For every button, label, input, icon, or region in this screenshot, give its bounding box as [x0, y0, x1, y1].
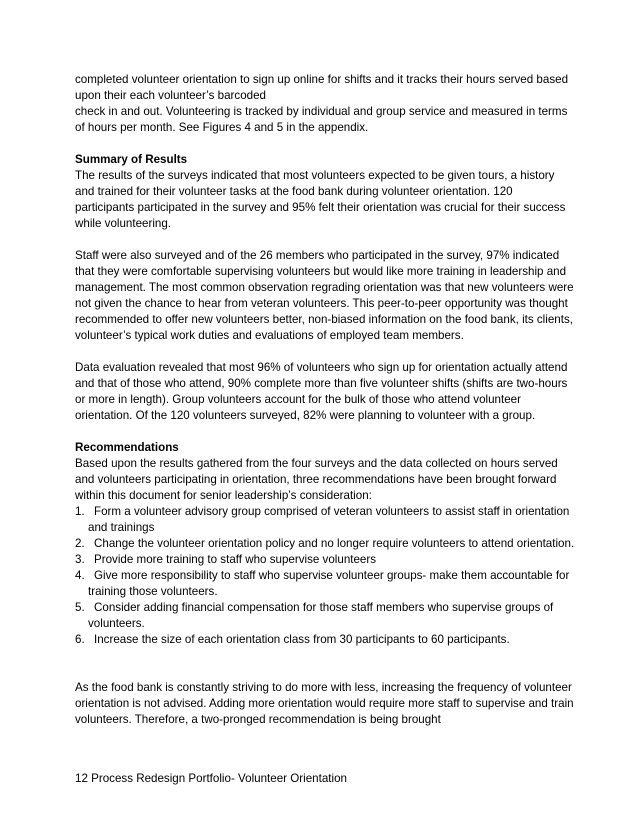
list-item-text: Form a volunteer advisory group comprised of veteran volunteers to assist staff in orientation and trainings: [88, 505, 570, 534]
recommendations-list: [75, 504, 575, 648]
list-item-text: Provide more training to staff who supervise volunteers: [94, 553, 377, 566]
summary-heading: Summary of Results: [75, 153, 188, 166]
intro-paragraph-2: check in and out. Volunteering is tracked by individual and group service and measured in terms of hours per month. See Figures 4 and 5 in the appendix.: [75, 105, 568, 134]
summary-paragraph-2: Staff were also surveyed and of the 26 members who participated in the survey, 97% indicated that they were comfortable supervising volunteers but would like more training in leadership and management. The most common observation regrading orientation was that new volunteers were not given the chance to hear from veteran volunteers. This peer-to-peer opportunity was thought recommended to offer new volunteers better, non-biased information on the food bank, its clients, volunteer’s typical work duties and evaluations of employed team members.: [75, 249, 574, 342]
list-item-text: Change the volunteer orientation policy and no longer require volunteers to attend orientation.: [94, 537, 575, 550]
intro-paragraph-1: completed volunteer orientation to sign up online for shifts and it tracks their hours served based upon their each volunteer’s barcoded: [75, 73, 569, 102]
list-item-text: Give more responsibility to staff who supervise volunteer groups- make them accountable for training those volunteers.: [88, 569, 570, 598]
list-item-text: Consider adding financial compensation for those staff members who supervise groups of volunteers.: [88, 601, 554, 630]
closing-paragraph: As the food bank is constantly striving to do more with less, increasing the frequency of volunteer orientation is not advised. Adding more orientation would require more staff to supervise and train volunteers. Therefore, a two-pronged recommendation is being brought: [75, 681, 574, 726]
list-item-number: 6.: [75, 633, 85, 646]
list-item-number: 1.: [75, 505, 85, 518]
list-item-number: 5.: [75, 601, 85, 614]
list-item: [75, 568, 575, 600]
recommendations-heading: Recommendations: [75, 441, 179, 454]
list-item: [75, 600, 575, 632]
list-item: [75, 504, 575, 536]
list-item: [75, 536, 575, 552]
summary-paragraph-1: The results of the surveys indicated that most volunteers expected to be given tours, a history and trained for their volunteer tasks at the food bank during volunteer orientation. 120 participants participated in the survey and 95% felt their orientation was crucial for their success while volunteering.: [75, 169, 566, 230]
list-item: [75, 632, 575, 648]
list-item: [75, 552, 575, 568]
summary-paragraph-3: Data evaluation revealed that most 96% of volunteers who sign up for orientation actually attend and that of those who attend, 90% complete more than five volunteer shifts (shifts are two-hours or more in length). Group volunteers account for the bulk of those who attend volunteer orientation. Of the 120 volunteers surveyed, 82% were planning to volunteer with a group.: [75, 361, 568, 422]
recommendations-intro: Based upon the results gathered from the four surveys and the data collected on hours served and volunteers participating in orientation, three recommendations have been brought forward within this document for senior leadership’s consideration:: [75, 457, 558, 502]
list-item-number: 3.: [75, 553, 85, 566]
list-item-number: 2.: [75, 537, 85, 550]
page-footer: 12 Process Redesign Portfolio- Volunteer Orientation: [75, 772, 347, 785]
list-item-number: 4.: [75, 569, 85, 582]
list-item-text: Increase the size of each orientation class from 30 participants to 60 participants.: [94, 633, 510, 646]
page-content: [75, 72, 575, 728]
